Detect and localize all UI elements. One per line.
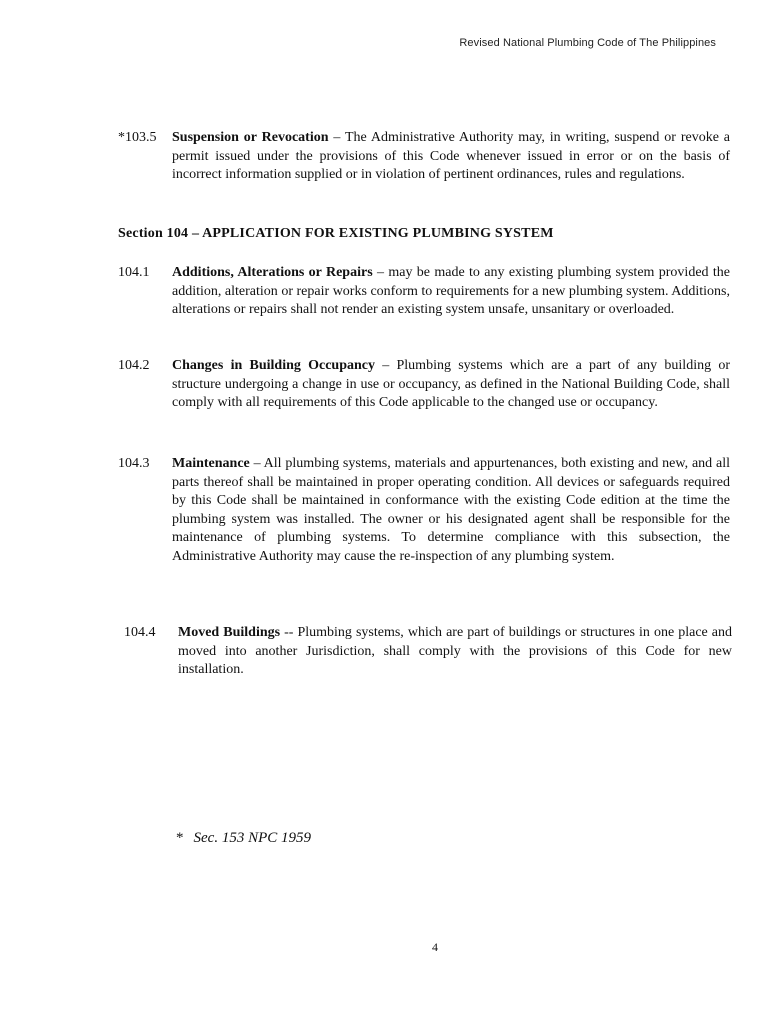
subsection-104-2 xyxy=(118,357,730,413)
footnote xyxy=(176,830,311,847)
subsection-body xyxy=(172,455,730,566)
subsection-104-1 xyxy=(118,264,730,320)
subsection-103-5 xyxy=(118,129,730,185)
subsection-number: 104.2 xyxy=(118,358,150,373)
subsection-text: – All plumbing systems, materials and appurtenances, both existing and new, and all parts thereof shall be maintained in proper operating condition. All devices or safeguards required by this Code shall be maintained in conformance with the existing Code edition at the time the plumbing system was installed. The owner or his designated agent shall be responsible for the maintenance of plumbing systems. To determine compliance with this subsection, the Administrative Authority may cause the re-inspection of any plumbing system. xyxy=(172,456,730,564)
footnote-text: Sec. 153 NPC 1959 xyxy=(193,830,311,846)
running-header: Revised National Plumbing Code of The Philippines xyxy=(459,37,716,49)
page-number: 4 xyxy=(432,940,438,954)
subsection-title: Maintenance xyxy=(172,456,250,471)
subsection-text: – The Administrative Authority may, in writing, suspend or revoke a permit issued under the provisions of this Code whenever issued in error or on the basis of incorrect information supplied or in violation of pertinent ordinances, rules and regulations. xyxy=(172,130,730,182)
subsection-number: 104.1 xyxy=(118,265,150,280)
footnote-marker: * xyxy=(176,830,184,846)
subsection-text: -- Plumbing systems, which are part of buildings or structures in one place and moved into another Jurisdiction, shall comply with the provisions of this Code for new installation. xyxy=(178,625,733,677)
subsection-title: Moved Buildings xyxy=(178,625,281,640)
subsection-title: Changes in Building Occupancy xyxy=(172,358,376,373)
subsection-body xyxy=(172,264,730,320)
subsection-number: 104.4 xyxy=(124,625,156,640)
subsection-body xyxy=(178,624,732,680)
subsection-body xyxy=(172,357,730,413)
subsection-number: 104.3 xyxy=(118,456,150,471)
subsection-104-3 xyxy=(118,455,730,566)
subsection-text: – Plumbing systems which are a part of any building or structure undergoing a change in use or occupancy, as defined in the National Building Code, shall comply with all requirements of this Code applicable to the changed use or occupancy. xyxy=(172,358,730,410)
subsection-title: Suspension or Revocation xyxy=(172,130,329,145)
subsection-title: Additions, Alterations or Repairs xyxy=(172,265,373,280)
section-heading: Section 104 – APPLICATION FOR EXISTING PLUMBING SYSTEM xyxy=(118,226,554,241)
subsection-body xyxy=(172,129,730,185)
subsection-number: *103.5 xyxy=(118,130,157,145)
subsection-104-4 xyxy=(124,624,732,680)
subsection-text: – may be made to any existing plumbing system provided the addition, alteration or repair works conform to requirements for a new plumbing system. Additions, alterations or repairs shall not render an existing system unsafe, unsanitary or overloaded. xyxy=(172,265,730,317)
